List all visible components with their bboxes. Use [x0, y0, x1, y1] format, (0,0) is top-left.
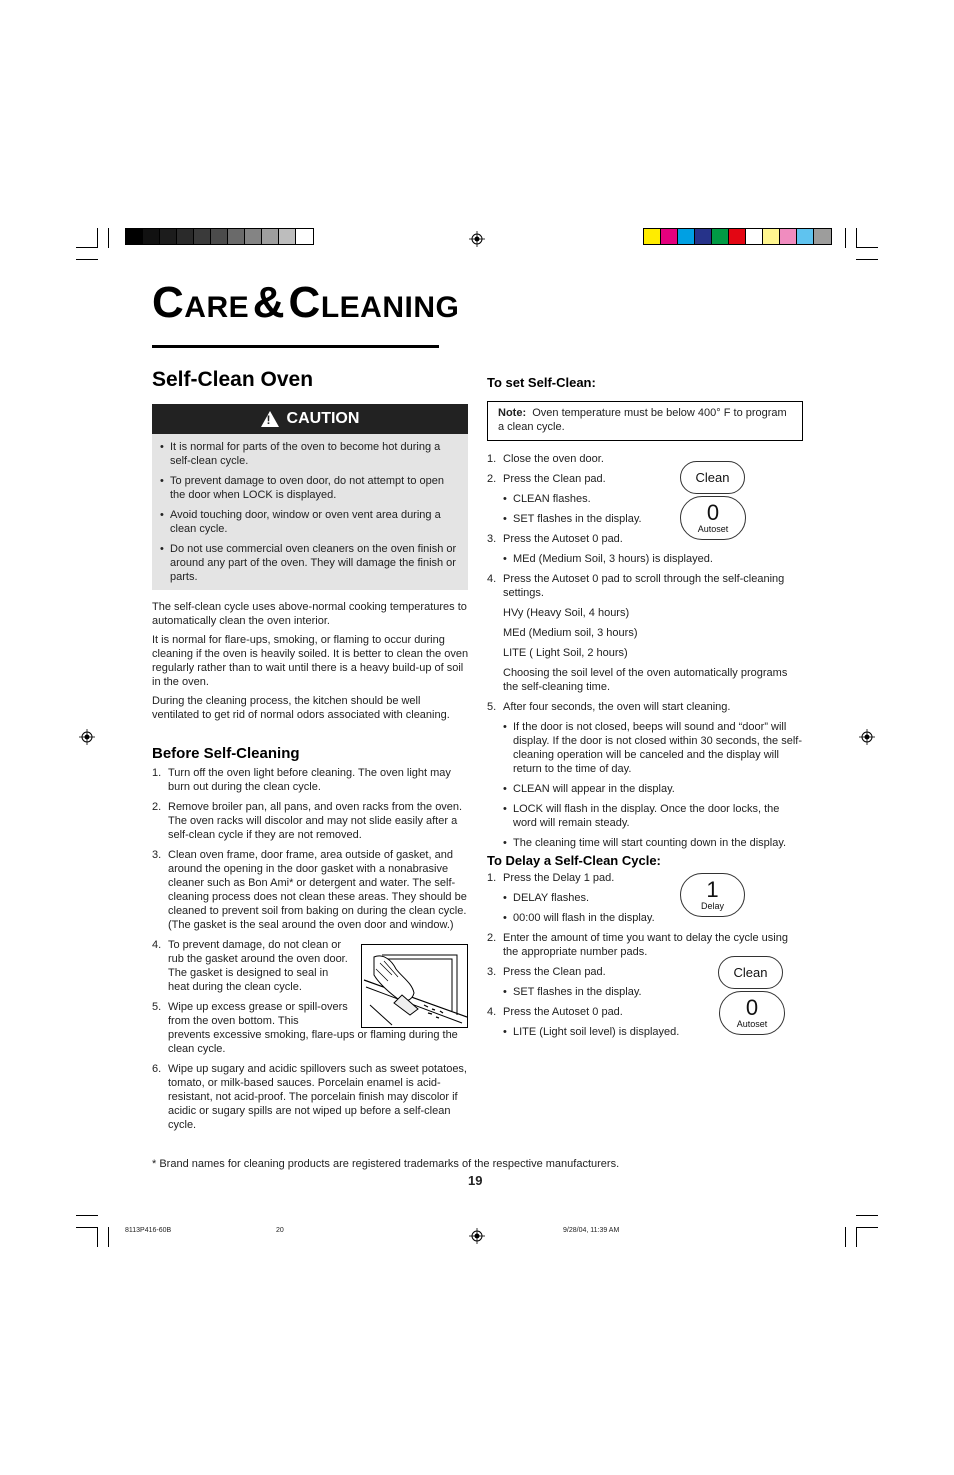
calibration-swatch — [228, 229, 245, 244]
calibration-swatch — [780, 229, 797, 244]
calibration-swatch — [143, 229, 160, 244]
list-item: 6. Wipe up sugary and acidic spillovers such as sweet potatoes, tomato, or milk-based sauces. Porcelain enamel is acid-resistant, not acid-proof. The porcelain finish may discolor if acidic or sugary spills are not wiped up before a self-clean cycle. — [152, 1063, 467, 1131]
step-bullet: • If the door is not closed, beeps will sound and “door” will display. If the door is not closed within 30 seconds, the self-cleaning operation will be canceled and the display will return to the time of day. — [503, 720, 805, 776]
crop-mark — [845, 228, 846, 248]
crop-mark — [108, 228, 109, 248]
calibration-swatch — [797, 229, 814, 244]
calibration-swatch — [763, 229, 780, 244]
step: 3. Press the Autoset 0 pad. — [487, 533, 623, 545]
delay-pad[interactable]: 1 Delay — [680, 873, 745, 917]
calibration-swatch — [746, 229, 763, 244]
calibration-swatch — [729, 229, 746, 244]
calibration-swatch — [644, 229, 661, 244]
autoset-pad[interactable]: 0 Autoset — [719, 991, 785, 1035]
slug-page: 20 — [276, 1227, 284, 1234]
step: 2. Press the Clean pad. — [487, 473, 606, 485]
step-bullet: • 00:00 will flash in the display. — [503, 911, 805, 925]
crop-mark — [97, 1227, 98, 1247]
soil-level: LITE ( Light Soil, 2 hours) — [503, 647, 628, 659]
step: 1. Press the Delay 1 pad. — [487, 872, 615, 884]
delay-heading: To Delay a Self-Clean Cycle: — [487, 853, 661, 868]
slug-code: 8113P416-60B — [125, 1227, 172, 1234]
step-bullet: • CLEAN will appear in the display. — [503, 782, 805, 796]
color-calibration-bar — [643, 228, 832, 245]
crop-mark — [856, 259, 878, 260]
caution-header — [152, 404, 468, 434]
gasket-cleaning-illustration — [361, 944, 468, 1028]
caution-item: • To prevent damage to oven door, do not attempt to open the door when LOCK is displayed. — [160, 474, 458, 502]
step: 2. Enter the amount of time you want to delay the cycle using the appropriate number pads. — [487, 932, 788, 958]
caution-item: • Do not use commercial oven cleaners on the oven finish or around any part of the oven. They will damage the finish or parts. — [160, 542, 458, 584]
calibration-swatch — [814, 229, 831, 244]
step: 5. After four seconds, the oven will start cleaning. — [487, 701, 731, 713]
crop-mark — [856, 228, 857, 248]
step-bullet: • LOCK will flash in the display. Once the door locks, the word will remain steady. — [503, 802, 805, 830]
list-item: 4. To prevent damage, do not clean or rub the gasket around the oven door. The gasket is designed to seal in heat during the clean cycle. — [152, 939, 348, 993]
calibration-swatch — [661, 229, 678, 244]
crop-mark — [845, 1227, 846, 1247]
crop-mark — [76, 1215, 98, 1216]
section-title: Self-Clean Oven — [152, 368, 314, 391]
registration-mark-icon — [469, 1228, 485, 1244]
page-title: CARE & CLEANING — [152, 278, 460, 327]
grayscale-calibration-bar — [125, 228, 314, 245]
list-item: 5. Wipe up excess grease or spill-overs from the oven bottom. This prevents excessive smoking, flare-ups or flaming during the clean cycle. — [152, 1001, 458, 1055]
step: 1. Close the oven door. — [487, 453, 604, 465]
step-bullet: • SET flashes in the display. — [503, 512, 805, 526]
warning-icon — [261, 411, 279, 427]
caution-box — [152, 434, 468, 590]
calibration-swatch — [296, 229, 313, 244]
crop-mark — [856, 247, 878, 248]
crop-mark — [76, 259, 98, 260]
autoset-pad[interactable]: 0 Autoset — [680, 496, 746, 540]
crop-mark — [97, 228, 98, 248]
calibration-swatch — [126, 229, 143, 244]
step-bullet: • DELAY flashes. — [503, 891, 805, 905]
soil-level: HVy (Heavy Soil, 4 hours) — [503, 607, 630, 619]
calibration-swatch — [211, 229, 228, 244]
paragraph: Choosing the soil level of the oven automatically programs the self-cleaning time. — [503, 667, 788, 693]
caution-item: • Avoid touching door, window or oven vent area during a clean cycle. — [160, 508, 458, 536]
calibration-swatch — [262, 229, 279, 244]
registration-mark-icon — [859, 729, 875, 745]
caution-item: • It is normal for parts of the oven to become hot during a self-clean cycle. — [160, 440, 458, 468]
calibration-swatch — [245, 229, 262, 244]
note-box — [487, 401, 803, 441]
registration-mark-icon — [79, 729, 95, 745]
trademark-footnote: * Brand names for cleaning products are registered trademarks of the respective manufacturers. — [152, 1158, 620, 1170]
clean-pad[interactable]: Clean — [680, 461, 745, 494]
step-bullet: • MEd (Medium Soil, 3 hours) is displayed. — [503, 552, 805, 566]
step-bullet: • The cleaning time will start counting down in the display. — [503, 836, 805, 850]
calibration-swatch — [712, 229, 729, 244]
step-bullet: • SET flashes in the display. — [503, 985, 805, 999]
note-label: Note: — [498, 407, 527, 419]
step: 3. Press the Clean pad. — [487, 966, 606, 978]
paragraph: The self-clean cycle uses above-normal cooking temperatures to automatically clean the oven interior. — [152, 601, 467, 627]
crop-mark — [856, 1227, 878, 1228]
calibration-swatch — [160, 229, 177, 244]
step-bullet: • CLEAN flashes. — [503, 492, 805, 506]
calibration-swatch — [695, 229, 712, 244]
crop-mark — [108, 1227, 109, 1247]
set-steps — [487, 452, 805, 856]
page-number: 19 — [468, 1173, 483, 1188]
slug-date: 9/28/04, 11:39 AM — [563, 1227, 620, 1234]
calibration-swatch — [177, 229, 194, 244]
paragraph: It is normal for flare-ups, smoking, or flaming to occur during cleaning if the oven is heavily soiled. It is better to clean the oven regularly rather than to wait until there is a heavy build-up of soil in the oven. — [152, 634, 469, 688]
crop-mark — [856, 1215, 878, 1216]
list-item: 2. Remove broiler pan, all pans, and oven racks from the oven. The oven racks will discolor and may not slide easily after a self-clean cycle if they are not removed. — [152, 801, 463, 841]
clean-pad[interactable]: Clean — [718, 956, 783, 989]
calibration-swatch — [279, 229, 296, 244]
note-text: Oven temperature must be below 400° F to program a clean cycle. — [498, 407, 787, 433]
crop-mark — [76, 1227, 98, 1228]
paragraph: During the cleaning process, the kitchen should be well ventilated to get rid of normal odors associated with cleaning. — [152, 695, 450, 721]
calibration-swatch — [194, 229, 211, 244]
title-underline — [152, 345, 439, 348]
crop-mark — [76, 247, 98, 248]
step: 4. Press the Autoset 0 pad. — [487, 1006, 623, 1018]
soil-level: MEd (Medium soil, 3 hours) — [503, 627, 638, 639]
crop-mark — [856, 1227, 857, 1247]
step-bullet: • LITE (Light soil level) is displayed. — [503, 1025, 805, 1039]
intro-text — [152, 600, 470, 727]
list-item: 1. Turn off the oven light before cleaning. The oven light may burn out during the clean cycle. — [152, 767, 451, 793]
set-heading: To set Self-Clean: — [487, 375, 596, 390]
calibration-swatch — [678, 229, 695, 244]
before-heading: Before Self-Cleaning — [152, 745, 300, 762]
caution-heading: CAUTION — [286, 410, 360, 427]
registration-mark-icon — [469, 231, 485, 247]
list-item: 3. Clean oven frame, door frame, area outside of gasket, and around the opening in the door gasket with a nonabrasive cleaner such as Bon Ami* or detergent and water. The self-cleaning process does not clean these areas. They should be cleaned to prevent soil from baking on during the clean cycle. (The gasket is the seal around the oven door and window.) — [152, 849, 467, 931]
step: 4. Press the Autoset 0 pad to scroll through the self-cleaning settings. — [487, 573, 785, 599]
